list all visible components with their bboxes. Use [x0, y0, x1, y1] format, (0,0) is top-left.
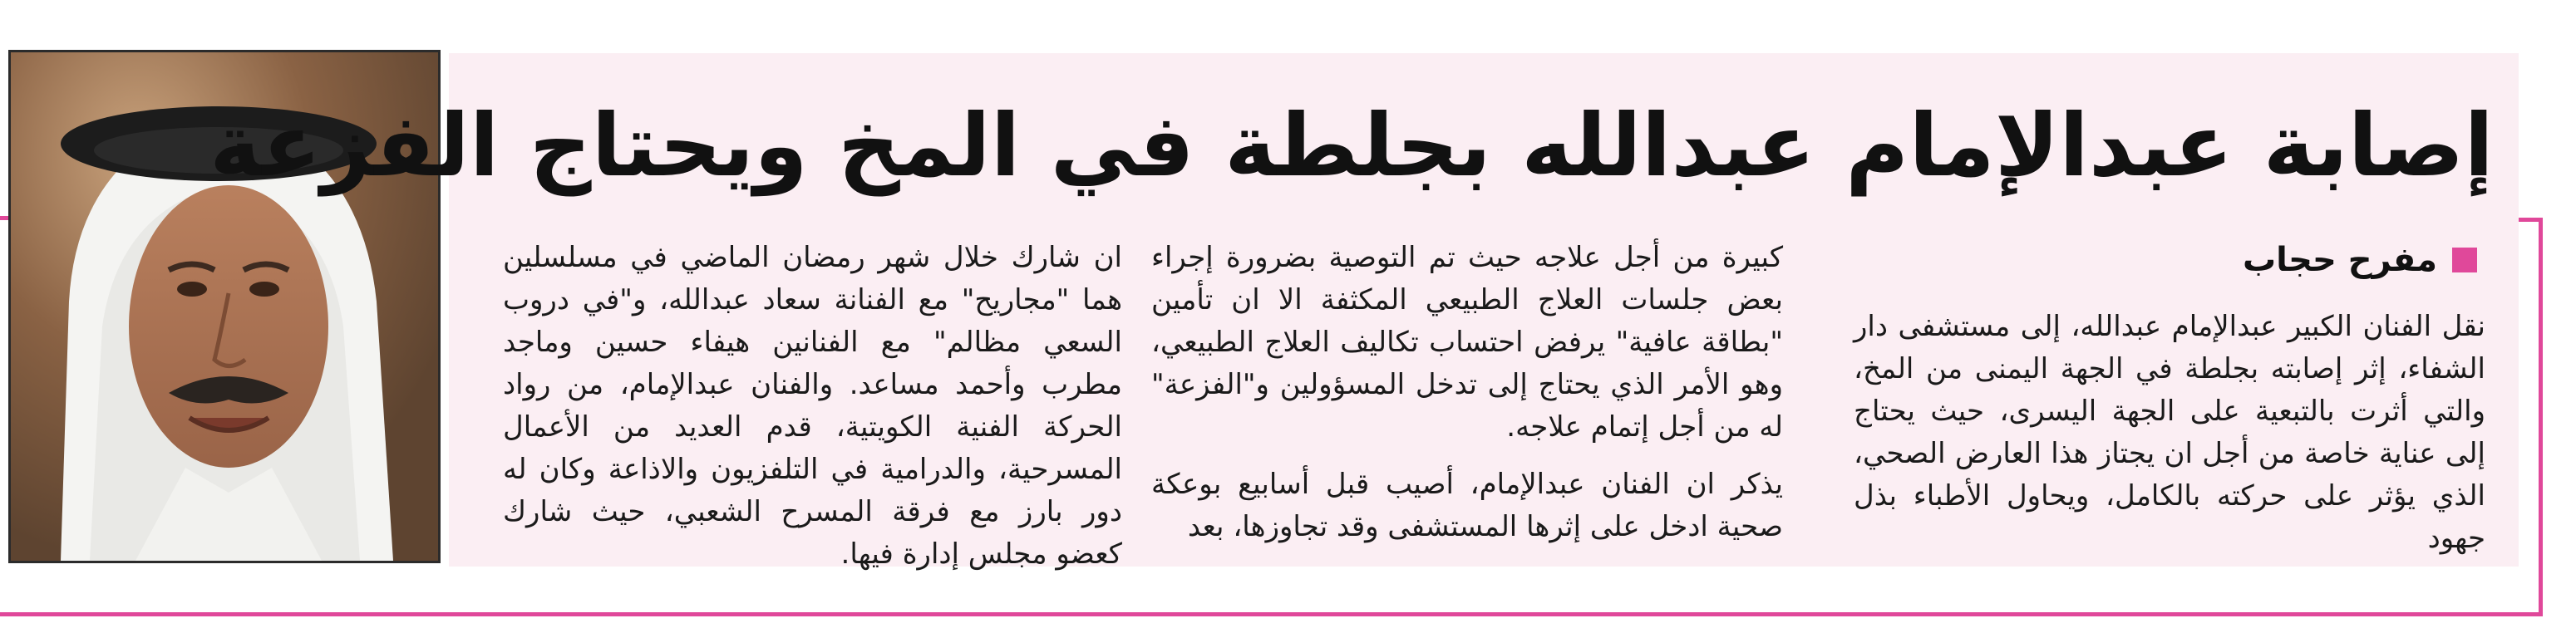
- frame-line-right: [2539, 218, 2543, 616]
- article-column-right: [1854, 306, 2485, 555]
- byline-marker-icon: [2452, 248, 2477, 272]
- headline: إصابة عبدالإمام عبدالله بجلطة في المخ ويحتاج الفزعة: [209, 95, 2494, 196]
- paragraph: نقل الفنان الكبير عبدالإمام عبدالله، إلى مستشفى دار الشفاء، إثر إصابته بجلطة في الجهة اليمنى من المخ، والتي أثرت بالتبعية على الجهة اليسرى، حيث يحتاج إلى عناية خاصة من أجل ان يجتاز هذا العارض الصحي، الذي يؤثر على حركته بالكامل، ويحاول الأطباء بذل جهود: [1854, 310, 2485, 555]
- paragraph: ان شارك خلال شهر رمضان الماضي في مسلسلين هما "مجاريح" مع الفنانة سعاد عبدالله، و"في دروب السعي مظالم" مع الفنانين هيفاء حسين وماجد مطرب وأحمد مساعد. والفنان عبدالإمام، من رواد الحركة الفنية الكويتية، قدم العديد من الأعمال المسرحية، والدرامية في التلفزيون والاذاعة وكان له دور بارز مع فرقة المسرح الشعبي، حيث شارك كعضو مجلس إدارة فيها.: [503, 241, 1122, 571]
- paragraph-gap: [1151, 449, 1783, 464]
- frame-line-bottom: [0, 612, 2543, 616]
- byline-author: مفرح حجاب: [2242, 241, 2437, 279]
- paragraph: يذكر ان الفنان عبدالإمام، أصيب قبل أسابيع بوعكة صحية ادخل على إثرها المستشفى وقد تجاوزها، بعد: [1151, 468, 1783, 543]
- byline: [2211, 231, 2477, 289]
- article-column-left: [503, 237, 1122, 571]
- article-column-middle: [1151, 237, 1783, 552]
- paragraph: كبيرة من أجل علاجه حيث تم التوصية بضرورة إجراء بعض جلسات العلاج الطبيعي المكثفة الا ان تأمين "بطاقة عافية" يرفض احتساب تكاليف العلاج الطبيعي، وهو الأمر الذي يحتاج إلى تدخل المسؤولين و"الفزعة" له من أجل إتمام علاجه.: [1151, 241, 1783, 444]
